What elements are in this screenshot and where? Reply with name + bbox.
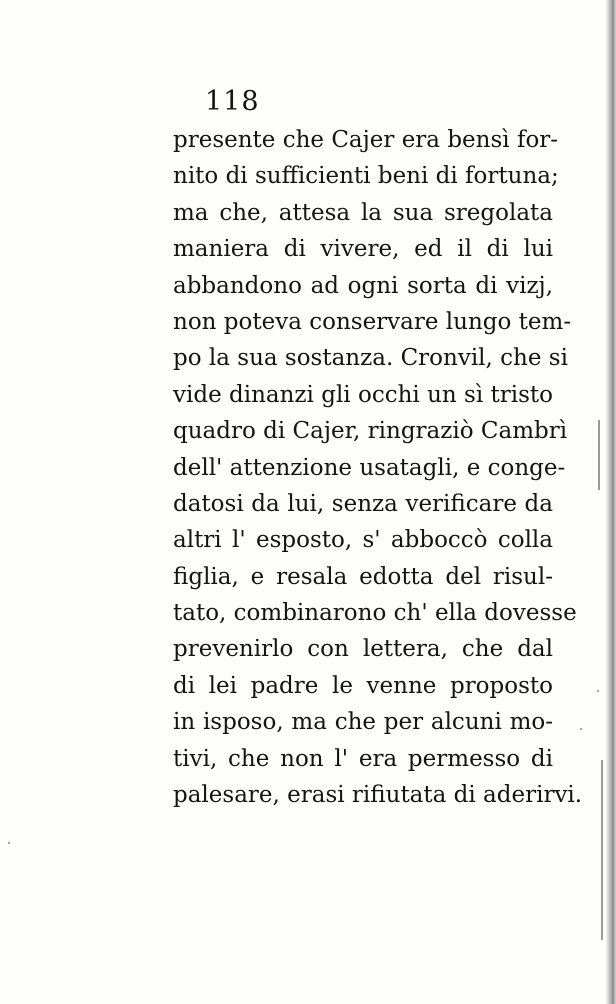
text-line-11: datosi da lui, senza verificare da — [173, 490, 553, 517]
text-line-3: ma che, attesa la sua sregolata — [173, 199, 553, 226]
page-number: 118 — [205, 86, 260, 117]
paper-speck — [580, 728, 582, 730]
text-line-12: altri l' esposto, s' abboccò colla — [173, 527, 553, 554]
text-line-6: non poteva conservare lungo tem- — [173, 308, 572, 335]
text-line-19: palesare, erasi rifiutata di aderirvi. — [173, 782, 583, 809]
text-line-17: in isposo, ma che per alcuni mo- — [173, 709, 553, 736]
page-edge-mark — [598, 420, 600, 490]
text-line-14: tato, combinarono ch' ella dovesse — [173, 600, 577, 627]
text-line-18: tivi, che non l' era permesso di — [173, 745, 553, 772]
text-line-16: di lei padre le venne proposto — [173, 672, 553, 699]
text-line-9: quadro di Cajer, ringraziò Cambrì — [173, 418, 568, 445]
page-edge-mark — [601, 760, 603, 940]
paper-speck — [8, 842, 10, 844]
text-line-1: presente che Cajer era bensì for- — [173, 127, 559, 153]
text-line-15: prevenirlo con lettera, che dal — [173, 636, 553, 663]
paper-speck — [597, 690, 599, 692]
text-line-7: po la sua sostanza. Cronvil, che si — [173, 345, 568, 372]
text-line-5: abbandono ad ogni sorta di vizj, — [173, 272, 553, 299]
text-line-13: figlia, e resala edotta del risul- — [173, 563, 553, 590]
text-line-4: maniera di vivere, ed il di lui — [173, 236, 553, 263]
body-text — [173, 122, 583, 813]
text-line-2: nito di sufficienti beni di fortuna; — [173, 163, 559, 190]
text-line-8: vide dinanzi gli occhi un sì tristo — [173, 381, 553, 408]
text-line-10: dell' attenzione usatagli, e conge- — [173, 454, 566, 481]
page-edge-shadow — [606, 0, 616, 1004]
